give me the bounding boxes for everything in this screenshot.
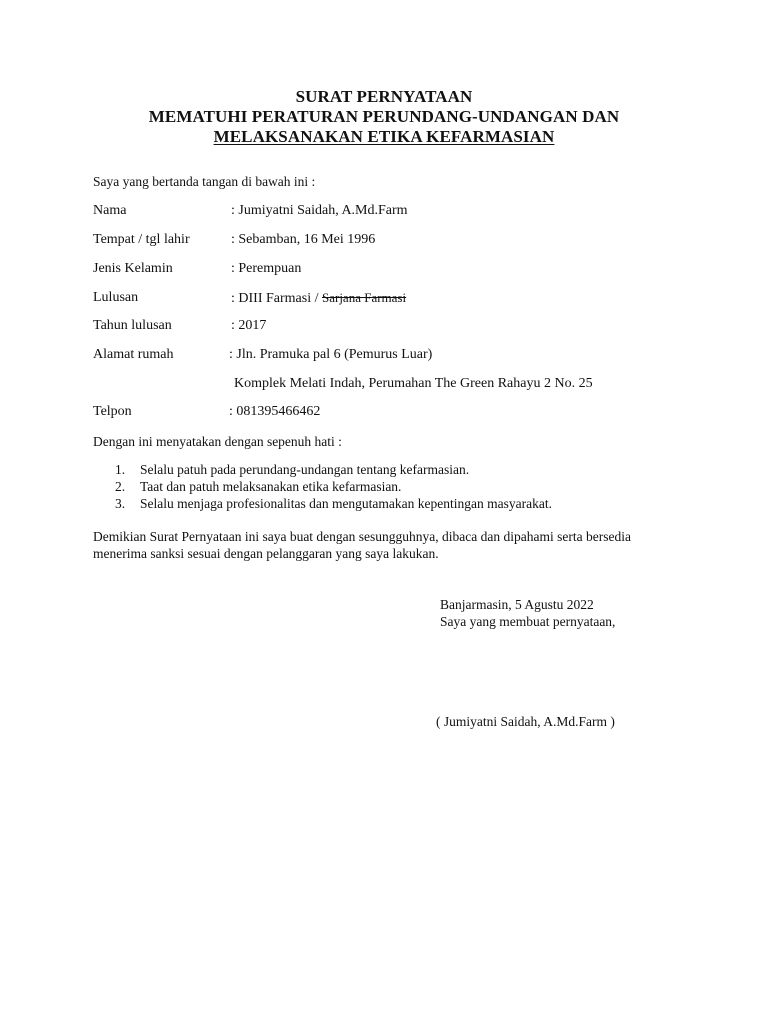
field-value-jenis-kelamin: : Perempuan — [231, 261, 302, 276]
closing-paragraph: Demikian Surat Pernyataan ini saya buat dengan sesungguhnya, dibaca dan dipahami serta bersedia menerima sanksi sesuai dengan pelanggaran yang saya lakukan. — [93, 529, 631, 561]
field-value-tahun-lulusan: : 2017 — [231, 318, 267, 333]
field-label-nama: Nama — [93, 203, 127, 218]
document-subtitle-underlined: MELAKSANAKAN ETIKA KEFARMASIAN — [213, 127, 555, 146]
document-subtitle-line2 — [0, 127, 768, 147]
intro-text: Saya yang bertanda tangan di bawah ini : — [93, 174, 316, 189]
field-label-ttl: Tempat / tgl lahir — [93, 232, 190, 247]
place-date: Banjarmasin, 5 Agustu 2022 — [440, 597, 594, 612]
statement-item: Taat dan patuh melaksanakan etika kefarmasian. — [140, 479, 402, 494]
field-value-telpon: : 081395466462 — [229, 404, 321, 419]
field-label-telpon: Telpon — [93, 404, 132, 419]
lulusan-struck-option: Sarjana Farmasi — [321, 290, 407, 305]
field-label-tahun-lulusan: Tahun lulusan — [93, 318, 172, 333]
statement-number: 2. — [115, 479, 126, 494]
field-label-alamat: Alamat rumah — [93, 347, 174, 362]
lulusan-selected: : DIII Farmasi / — [231, 291, 322, 306]
statement-item: Selalu patuh pada perundang-undangan tentang kefarmasian. — [140, 462, 470, 477]
statement-intro: Dengan ini menyatakan dengan sepenuh hati : — [93, 434, 342, 449]
signature-maker-line: Saya yang membuat pernyataan, — [440, 614, 616, 629]
field-value-alamat-line2: Komplek Melati Indah, Perumahan The Green Rahayu 2 No. 25 — [234, 376, 593, 391]
field-value-ttl: : Sebamban, 16 Mei 1996 — [231, 232, 376, 247]
field-value-lulusan — [231, 289, 406, 307]
field-value-nama: : Jumiyatni Saidah, A.Md.Farm — [231, 203, 408, 218]
document-title: SURAT PERNYATAAN — [295, 87, 473, 106]
field-label-jenis-kelamin: Jenis Kelamin — [93, 261, 173, 276]
field-label-lulusan: Lulusan — [93, 290, 139, 305]
statement-number: 3. — [115, 496, 126, 511]
statement-number: 1. — [115, 462, 126, 477]
field-value-alamat-line1: : Jln. Pramuka pal 6 (Pemurus Luar) — [229, 347, 433, 362]
statement-item: Selalu menjaga profesionalitas dan mengutamakan kepentingan masyarakat. — [140, 496, 552, 511]
document-subtitle-line1: MEMATUHI PERATURAN PERUNDANG-UNDANGAN DAN — [148, 107, 620, 126]
signatory-name: ( Jumiyatni Saidah, A.Md.Farm ) — [436, 714, 615, 729]
